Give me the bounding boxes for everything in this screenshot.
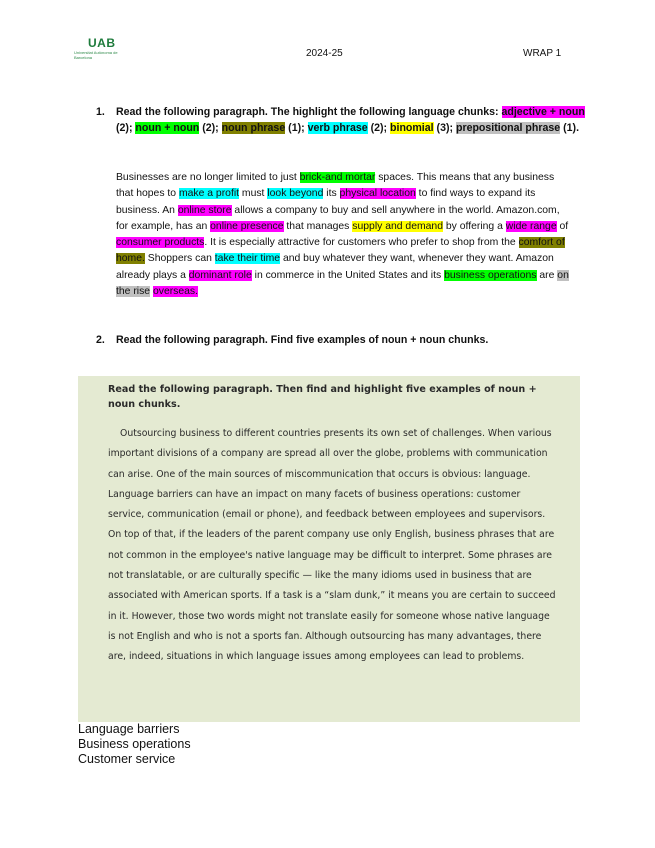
highlight-adjective-noun: wide range xyxy=(505,220,557,232)
question-intro: Read the following paragraph. The highlight the following language chunks: xyxy=(116,106,502,118)
question-1 xyxy=(96,104,586,136)
chunk-prepositional-phrase: prepositional phrase xyxy=(455,122,561,134)
highlight-verb-phrase: look beyond xyxy=(267,188,324,200)
highlight-binomial: supply and demand xyxy=(352,220,443,232)
text-run: by offering a xyxy=(442,220,506,232)
chunk-binomial: binomial xyxy=(390,122,434,134)
text-run: are xyxy=(536,269,558,281)
answer-item: Business operations xyxy=(78,737,191,751)
text-run: must xyxy=(239,188,268,200)
question-2 xyxy=(96,332,586,348)
text-run: and buy whatever they want, whenever they want. Amazon already plays a xyxy=(116,253,554,281)
question-text: Read the following paragraph. Find five examples of noun + noun chunks. xyxy=(116,334,489,346)
highlight-adjective-noun: physical location xyxy=(339,188,416,200)
text-run: spaces. This means that any business that hopes to xyxy=(116,172,555,200)
chunk-count: (1); xyxy=(285,122,308,134)
chunk-noun-noun: noun + noun xyxy=(135,122,200,134)
text-run: Shoppers can xyxy=(144,253,215,265)
excerpt-title-bold: Read the following paragraph. xyxy=(108,384,273,395)
text-run: that manages xyxy=(283,220,353,232)
header-label: WRAP 1 xyxy=(523,48,562,59)
highlight-adjective-noun: dominant role xyxy=(188,269,252,281)
excerpt-body: Outsourcing business to different countries presents its own set of challenges. When various important divisions of a company are spread all over the globe, problems with communication can arise. One of the main sources of miscommunication that occurs is obvious: language. Language barriers can have an impact on many facets of business operations: customer service, communication (email or phone), and feedback between employees and supervisors. On top of that, if the leaders of the parent company use only English, business phrases that are not common in the employee's native language may be difficult to interpret. Some phrases are not translatable, or are culturally specific — like the many idioms used in business that are associated with American sports. If a task is a “slam dunk,” it means you are certain to succeed in it. However, those two words might not translate easily for someone whose native language is not English and who is not a sports fan. Although outsourcing has many advantages, there are, indeed, situations in which language issues among employees can lead to problems. xyxy=(108,428,556,663)
text-run: Businesses are no longer limited to just xyxy=(116,172,300,183)
text-run: allows a company to buy and sell anywhere in the world. Amazon.com, for example, has an xyxy=(116,204,560,232)
logo-text: UAB xyxy=(88,36,116,50)
highlight-adjective-noun: online presence xyxy=(210,220,284,232)
answer-list xyxy=(78,722,191,767)
chunk-verb-phrase: verb phrase xyxy=(307,122,368,134)
highlight-adjective-noun: consumer products xyxy=(116,237,205,249)
chunk-count: (3); xyxy=(433,122,456,134)
paragraph-businesses xyxy=(116,170,574,300)
answer-item: Language barriers xyxy=(78,722,180,736)
excerpt-title xyxy=(108,382,548,412)
uab-logo xyxy=(74,36,134,60)
highlight-noun-phrase: comfort of home. xyxy=(116,237,565,265)
chunk-count: (1). xyxy=(560,122,580,134)
highlight-noun-noun: brick-and mortar xyxy=(299,172,376,183)
text-run: in commerce in the United States and its xyxy=(251,269,445,281)
chunk-adjective-noun: adjective + noun xyxy=(501,106,585,118)
header-year: 2024-25 xyxy=(306,48,343,59)
logo-subtext: Universitat Autònoma de Barcelona xyxy=(74,50,118,60)
highlight-verb-phrase: take their time xyxy=(214,253,281,265)
excerpt-title-rest: Then find and highlight five examples of noun + noun chunks. xyxy=(108,384,537,410)
highlight-verb-phrase: make a profit xyxy=(178,188,240,200)
text-run: its xyxy=(323,188,340,200)
text-run: of xyxy=(556,220,569,232)
question-text xyxy=(96,104,586,136)
chunk-count: (2); xyxy=(367,122,391,134)
scanned-textbook-excerpt xyxy=(78,376,580,722)
highlight-adjective-noun: overseas. xyxy=(152,286,199,298)
question-number: 2. xyxy=(96,334,105,346)
highlight-adjective-noun: online store xyxy=(177,204,232,216)
highlight-prepositional-phrase: on the rise xyxy=(116,269,569,298)
chunk-noun-phrase: noun phrase xyxy=(221,122,286,134)
text-run: to find ways to expand its business. An xyxy=(116,188,536,216)
chunk-count: (2); xyxy=(116,122,136,134)
text-run: . It is especially attractive for customers who prefer to shop from the xyxy=(204,237,519,249)
question-number: 1. xyxy=(96,106,105,118)
answer-item: Customer service xyxy=(78,752,176,766)
highlight-noun-noun: business operations xyxy=(444,269,537,281)
chunk-count: (2); xyxy=(199,122,222,134)
